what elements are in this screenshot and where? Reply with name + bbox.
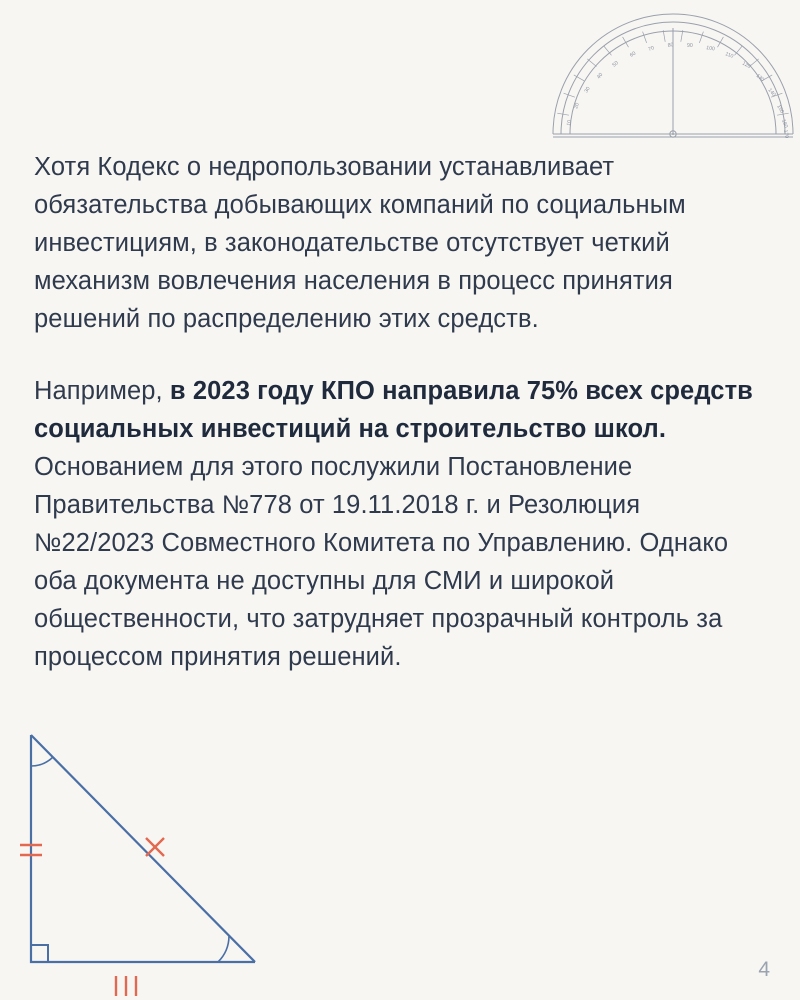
svg-text:110: 110	[724, 51, 735, 60]
svg-text:60: 60	[629, 50, 638, 59]
paragraph-2-run-3: Основанием для этого послужили Постановление Правительства №778 от 19.11.2018 г. и Резолюция №22/2023 Совместного Комитета по Управлению. Однако оба документа не доступны для СМИ и широкой общественности, что затрудняет прозрачный контроль за процессом принятия решений.	[34, 453, 729, 671]
svg-text:80: 80	[667, 42, 675, 49]
paragraph-2	[34, 372, 758, 676]
svg-text:50: 50	[611, 60, 620, 69]
body-text	[34, 148, 758, 676]
svg-text:40: 40	[595, 72, 605, 81]
svg-text:70: 70	[647, 45, 656, 53]
page-number: 4	[758, 958, 770, 981]
protractor-icon	[548, 8, 798, 140]
paragraph-2-highlight: в 2023 году КПО направила 75% всех средств социальных инвестиций на строительство школ.	[34, 377, 753, 443]
svg-text:30: 30	[583, 85, 592, 94]
svg-text:160: 160	[780, 118, 789, 129]
svg-text:100: 100	[705, 45, 716, 53]
svg-text:140: 140	[766, 87, 777, 98]
paragraph-1	[34, 148, 758, 338]
svg-text:10: 10	[566, 119, 573, 127]
svg-text:20: 20	[573, 102, 581, 110]
paragraph-2-run-1: Например,	[34, 377, 170, 405]
svg-text:170: 170	[782, 129, 790, 139]
svg-text:120: 120	[741, 60, 752, 71]
svg-text:90: 90	[687, 43, 693, 49]
paragraph-1-text: Хотя Кодекс о недропользовании устанавливает обязательства добывающих компаний по социальным инвестициям, в законодательстве отсутствует четкий механизм вовлечения населения в процесс принятия решений по распределению этих средств.	[34, 153, 686, 333]
svg-text:150: 150	[775, 104, 785, 115]
svg-text:130: 130	[754, 72, 766, 84]
triangle-icon	[0, 718, 290, 1000]
